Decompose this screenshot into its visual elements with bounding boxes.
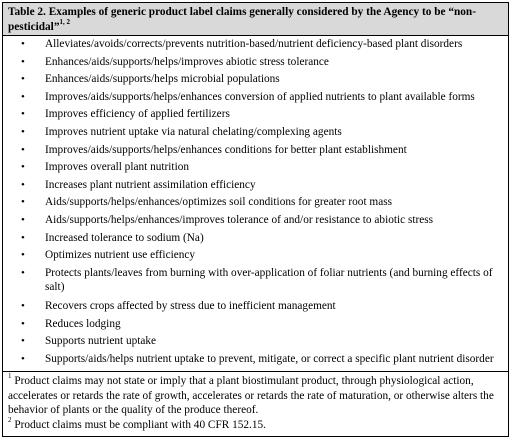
list-item-text: Supports nutrient uptake [45, 335, 157, 348]
bullet-icon: • [21, 161, 25, 174]
bullet-icon: • [21, 300, 25, 312]
list-item-text: Increased tolerance to sodium (Na) [45, 231, 204, 244]
footnote-text: Product claims must be compliant with 40 CFR 152.15. [11, 418, 266, 431]
list-item-text: Improves overall plant nutrition [45, 161, 190, 174]
bullet-icon: • [21, 196, 25, 209]
bullet-icon: • [21, 143, 25, 156]
claims-list [3, 36, 508, 372]
bullet-icon: • [21, 249, 25, 262]
bullet-icon: • [21, 231, 25, 244]
bullet-icon: • [21, 352, 25, 365]
bullet-icon: • [21, 73, 25, 86]
footnote-mark: 2 [8, 416, 12, 425]
bullet-icon: • [21, 214, 25, 226]
list-item-text: Enhances/aids/supports/helps microbial populations [45, 73, 280, 86]
list-item-text: Protects plants/leaves from burning with over-application of foliar nutrients (and burning effects of salt) [45, 266, 493, 294]
list-item-text: Reduces lodging [45, 317, 121, 330]
list-item-text: Alleviates/avoids/corrects/prevents nutrition-based/nutrient deficiency-based plant disorders [45, 38, 463, 50]
footnote [8, 418, 504, 433]
footnote-text: Product claims may not state or imply that a plant biostimulant product, through physiological action, accelerates or retards the rate of growth, accelerates or retards the rate of maturation, or otherwise alters the behavior of plants or the quality of the produce thereof. [8, 375, 494, 417]
list-item-text: Improves/aids/supports/helps/enhances conversion of applied nutrients to plant available forms [45, 90, 475, 103]
bullet-icon: • [21, 126, 25, 138]
bullet-icon: • [21, 108, 25, 121]
table-title: Table 2. Examples of generic product label claims generally considered by the Agency to be “non-pesticidal” [8, 6, 476, 33]
footnote-mark: 1 [8, 372, 12, 381]
footnotes [3, 372, 508, 432]
list-item-text: Aids/supports/helps/enhances/optimizes soil conditions for greater root mass [45, 196, 393, 209]
table-title-footnote-marks: 1, 2 [59, 17, 70, 26]
footnote [8, 374, 504, 418]
bullet-icon: • [21, 178, 25, 191]
claims-table [2, 2, 509, 437]
list-item-text: Improves nutrient uptake via natural chelating/complexing agents [45, 126, 342, 138]
list-item-text: Improves/aids/supports/helps/enhances conditions for better plant establishment [45, 143, 407, 156]
bullet-icon: • [21, 90, 25, 103]
list-item-text: Improves efficiency of applied fertilizers [45, 108, 230, 121]
table-header [3, 3, 508, 36]
bullet-icon: • [21, 38, 25, 50]
list-item-text: Enhances/aids/supports/helps/improves abiotic stress tolerance [45, 55, 329, 68]
list-item-text: Increases plant nutrient assimilation efficiency [45, 178, 256, 191]
bullet-icon: • [21, 55, 25, 68]
bullet-icon: • [21, 317, 25, 330]
list-item-text: Optimizes nutrient use efficiency [45, 249, 196, 262]
list-item-text: Aids/supports/helps/enhances/improves tolerance of and/or resistance to abiotic stress [45, 214, 434, 226]
bullet-icon: • [21, 266, 25, 279]
list-item-text: Recovers crops affected by stress due to inefficient management [45, 300, 336, 312]
bullet-icon: • [21, 335, 25, 348]
list-item-text: Supports/aids/helps nutrient uptake to prevent, mitigate, or correct a specific plant nutrient disorder [45, 352, 494, 365]
